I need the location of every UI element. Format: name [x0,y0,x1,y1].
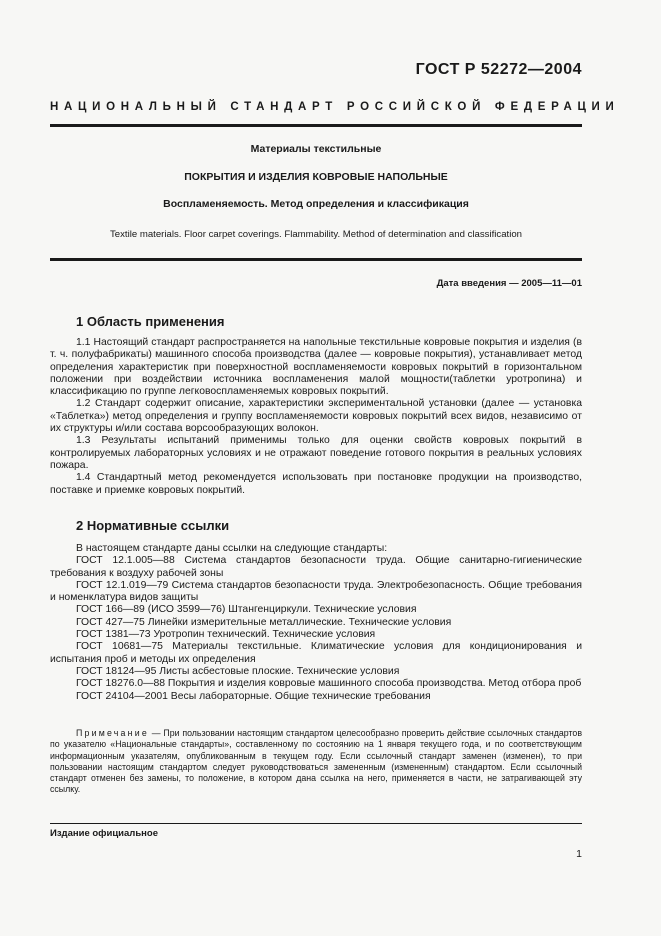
english-title: Textile materials. Floor carpet coverings. Flammability. Method of determination and classification [110,229,522,240]
note-label: Примечание [76,728,149,738]
reference-item: ГОСТ 166—89 (ИСО 3599—76) Штангенциркули. Технические условия [76,604,417,616]
official-edition-label: Издание официальное [50,828,158,839]
section-1-body [50,337,582,497]
standard-number: ГОСТ Р 52272—2004 [415,61,582,78]
paragraph-1-3: 1.3 Результаты испытаний применимы только для оценки свойств ковровых покрытий в контролируемых лабораторных условиях и не отражают поведение готового покрытия в реальных условиях пожара. [50,435,582,471]
footer-rule [50,823,582,824]
paragraph-1-1: 1.1 Настоящий стандарт распространяется на напольные текстильные ковровые покрытия и изделия (в т. ч. полуфабрикаты) машинного способа производства (далее — ковровые покрытия), устанавливает метод определения характеристик при поверхностной воспламеняемости ковровых покрытий в горизонтальном положении при воздействии источника воспламенения малой мощности(таблетки уротропина) и классификацию по группе легковоспламеняемых ковровых покрытий. [50,337,582,398]
reference-item: ГОСТ 1381—73 Уротропин технический. Технические условия [76,629,376,641]
title-line-3: Воспламеняемость. Метод определения и классификация [163,198,469,210]
title-line-1: Материалы текстильные [250,143,382,155]
reference-item: ГОСТ 427—75 Линейки измерительные металлические. Технические условия [76,616,452,628]
title-rule [50,258,582,261]
introduction-date: Дата введения — 2005—11—01 [436,278,582,289]
page-number: 1 [576,848,582,860]
paragraph-1-2: 1.2 Стандарт содержит описание, характеристики экспериментальной установки (далее — установка «Таблетка») метод определения и группу воспламеняемости ковровых покрытий всех видов, независимо от их структуры и/или состава ворсообразующих волокон. [50,398,582,435]
references-intro: В настоящем стандарте даны ссылки на следующие стандарты: [76,543,388,554]
reference-item: ГОСТ 12.1.019—79 Система стандартов безопасности труда. Электробезопасность. Общие требования и номенклатура видов защиты [50,579,582,604]
section-1-title: 1 Область применения [76,314,225,329]
section-2-title: 2 Нормативные ссылки [76,518,230,533]
section-2-body [50,543,582,703]
note-paragraph [50,728,582,796]
reference-item: ГОСТ 18276.0—88 Покрытия и изделия ковровые машинного способа производства. Метод отбора проб [76,678,582,690]
national-standard-heading: НАЦИОНАЛЬНЫЙ СТАНДАРТ РОССИЙСКОЙ ФЕДЕРАЦИИ [50,101,620,113]
reference-item: ГОСТ 12.1.005—88 Система стандартов безопасности труда. Общие санитарно-гигиенические требования к воздуху рабочей зоны [50,555,582,579]
title-line-2: ПОКРЫТИЯ И ИЗДЕЛИЯ КОВРОВЫЕ НАПОЛЬНЫЕ [184,171,448,183]
reference-item: ГОСТ 10681—75 Материалы текстильные. Климатические условия для кондиционирования и испытания проб и методы их определения [50,641,582,665]
reference-item: ГОСТ 24104—2001 Весы лабораторные. Общие технические требования [76,690,431,702]
paragraph-1-4: 1.4 Стандартный метод рекомендуется использовать при постановке продукции на производство, поставке и приемке ковровых покрытий. [50,472,582,496]
note-text: — При пользовании настоящим стандартом целесообразно проверить действие ссылочных стандартов по указателю «Национальные стандарты», составленному по состоянию на 1 января текущего года, и по соответствующим информационным указателям, опубликованным в текущем году. Если ссылочный стандарт заменен (изменен), то при пользовании настоящим стандартом следует руководствоваться замененным (измененным) стандартом. Если ссылочный стандарт отменен без замены, то положение, в котором дана ссылка на него, применяется в части, не затрагивающей эту ссылку. [50,728,582,795]
reference-item: ГОСТ 18124—95 Листы асбестовые плоские. Технические условия [76,665,400,677]
header-rule [50,124,582,127]
